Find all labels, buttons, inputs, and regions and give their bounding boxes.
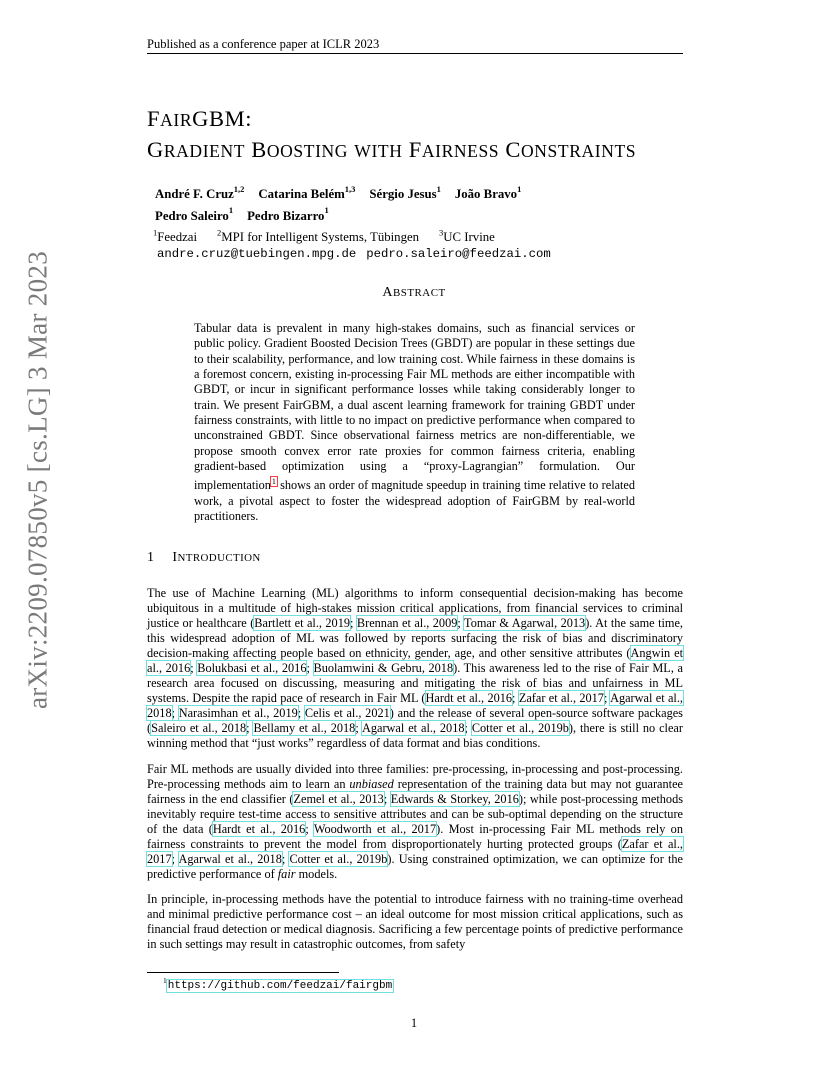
citation-link[interactable]: Celis et al., 2021 <box>304 706 390 721</box>
abstract-part-2: shows an order of magnitude speedup in training time relative to related work, a pivotal aspect to foster the widespread adoption of FairGBM by real-world practitioners. <box>194 478 635 524</box>
abstract-text <box>194 321 635 525</box>
footnote-link[interactable]: 1 <box>271 477 276 487</box>
author-2: Catarina Belém$^{1,3}$ <box>258 184 356 202</box>
author-6: Pedro Bizarro$^1$ <box>247 205 329 223</box>
citation-link[interactable]: Cotter et al., 2019b <box>471 721 569 736</box>
abstract-part-1: Tabular data is prevalent in many high-stakes domains, such as financial services or public policy. Gradient Boosted Decision Trees (GBDT) are popular in these settings due to their scalability, performance, and low training cost. While fairness in these domains is a foremost concern, existing in-processing Fair ML methods are either incompatible with GBDT, or incur in significant performance losses while taking considerably longer to train. We present FairGBM, a dual ascent learning framework for training GBDT under fairness constraints, with little to no impact on predictive performance when compared to unconstrained GBDT. Since observational fairness metrics are non-differentiable, we propose smooth convex error rate proxies for common fairness criteria, enabling gradient-based optimization using a “proxy-Lagrangian” formulation. Our implementation <box>194 321 635 493</box>
citation-link[interactable]: Zafar et al., 2017 <box>518 691 604 706</box>
citation-link[interactable]: Angwin et al., 2016 <box>147 646 683 676</box>
citation-link[interactable]: Bartlett et al., 2019 <box>254 616 351 631</box>
citation-link[interactable]: Bolukbasi et al., 2016 <box>197 661 307 676</box>
citation-link[interactable]: Tomar & Agarwal, 2013 <box>464 616 586 631</box>
email-2[interactable]: pedro.saleiro@feedzai.com <box>366 246 551 261</box>
citation-link[interactable]: Zemel et al., 2013 <box>293 791 384 806</box>
citation-link[interactable]: Agarwal et al., 2018 <box>361 721 465 736</box>
footnote-rule <box>147 972 339 973</box>
citation-link[interactable]: Hardt et al., 2016 <box>425 691 513 706</box>
citation-link[interactable]: Buolamwini & Gebru, 2018 <box>313 661 454 676</box>
header-rule <box>147 53 683 54</box>
arxiv-stamp: arXiv:2209.07850v5 [cs.LG] 3 Mar 2023 <box>22 250 53 710</box>
author-row-1 <box>155 182 715 203</box>
author-4: João Bravo$^1$ <box>454 184 522 202</box>
affiliation-3: $^3$UC Irvine <box>439 227 495 244</box>
title-line-2: GRADIENT BOOSTING WITH FAIRNESS CONSTRAINTS <box>147 137 637 162</box>
citation-link[interactable]: Agarwal et al., 2018 <box>178 851 282 866</box>
citation-link[interactable]: Narasimhan et al., 2019 <box>178 706 298 721</box>
section-number: 1 <box>147 550 155 565</box>
body-text <box>147 586 683 962</box>
citation-link[interactable]: Woodworth et al., 2017 <box>313 821 437 836</box>
running-header: Published as a conference paper at ICLR 2023 <box>147 37 380 51</box>
title-line-1: FAIRGBM: <box>147 106 253 131</box>
paragraph-2: Fair ML methods are usually divided into three families: pre-processing, in-processing and post-processing. Pre-processing methods aim to learn an unbiased representation of the training data but may not guarantee fairness in the end classifier (Zemel et al., 2013; Edwards & Storkey, 2016); while post-processing methods inevitably require test-time access to sensitive attributes and can be sub-optimal depending on the structure of the data (Hardt et al., 2016; Woodworth et al., 2017). Most in-processing Fair ML methods rely on fairness constraints to prevent the model from disproportionately hurting protected groups (Zafar et al., 2017; Agarwal et al., 2018; Cotter et al., 2019b). Using constrained optimization, we can optimize for the predictive performance of fair models. <box>147 761 684 881</box>
paragraph-3: In principle, in-processing methods have the potential to introduce fairness with no training-time overhead and minimal predictive performance cost – an ideal outcome for most mission critical applications, such as financial fraud detection or medical diagnosis. Sacrificing a few percentage points of predictive performance in such settings may result in catastrophic outcomes, from safety <box>147 891 683 952</box>
emphasis-text: fair <box>277 866 296 881</box>
citation-link[interactable]: Bellamy et al., 2018 <box>253 721 356 736</box>
affiliations <box>153 225 715 246</box>
affiliation-1: $^1$Feedzai <box>153 227 198 244</box>
paper-title <box>147 104 747 166</box>
citation-link[interactable]: Hardt et al., 2016 <box>212 821 306 836</box>
citation-link[interactable]: Edwards & Storkey, 2016 <box>390 791 519 806</box>
page-number: 1 <box>410 1016 418 1030</box>
footnote <box>163 976 393 992</box>
citation-link[interactable]: Zafar et al., 2017 <box>147 836 683 866</box>
affiliation-2: $^2$MPI for Intelligent Systems, Tübingen <box>217 227 420 244</box>
email-1[interactable]: andre.cruz@tuebingen.mpg.de <box>157 246 357 261</box>
abstract-heading: ABSTRACT <box>382 285 446 300</box>
footnote-number: 1 <box>163 976 167 985</box>
paragraph-1: The use of Machine Learning (ML) algorithms to inform consequential decision-making has become ubiquitous in a multitude of high-stakes mission critical applications, from financial services to criminal justice or healthcare (Bartlett et al., 2019; Brennan et al., 2009; Tomar & Agarwal, 2013). At the same time, this widespread adoption of ML was followed by reports surfacing the risk of bias and discriminatory decision-making affecting people based on ethnicity, gender, age, and other sensitive attributes (Angwin et al., 2016; Bolukbasi et al., 2016; Buolamwini & Gebru, 2018). This awareness led to the rise of Fair ML, a research area focused on discussing, measuring and mitigating the risk of bias and unfairness in ML systems. Despite the rapid pace of research in Fair ML (Hardt et al., 2016; Zafar et al., 2017; Agarwal et al., 2018; Narasimhan et al., 2019; Celis et al., 2021) and the release of several open-source software packages (Saleiro et al., 2018; Bellamy et al., 2018; Agarwal et al., 2018; Cotter et al., 2019b), there is still no clear winning method that “just works” regardless of data format and bias conditions. <box>147 586 683 751</box>
emails <box>157 246 715 263</box>
section-heading <box>147 550 261 566</box>
citation-link[interactable]: Agarwal et al., 2018 <box>147 691 683 721</box>
author-5: Pedro Saleiro$^1$ <box>155 205 234 223</box>
emphasis-text: unbiased <box>349 776 394 791</box>
section-title: INTRODUCTION <box>172 550 261 565</box>
footnote-url[interactable]: https://github.com/feedzai/fairgbm <box>167 979 393 992</box>
author-1: André F. Cruz$^{1,2}$ <box>155 184 245 202</box>
author-3: Sérgio Jesus$^1$ <box>369 184 441 202</box>
author-block <box>155 182 715 263</box>
citation-link[interactable]: Brennan et al., 2009 <box>356 616 458 631</box>
citation-link[interactable]: Saleiro et al., 2018 <box>151 721 247 736</box>
author-row-2 <box>155 203 715 224</box>
citation-link[interactable]: Cotter et al., 2019b <box>289 851 388 866</box>
